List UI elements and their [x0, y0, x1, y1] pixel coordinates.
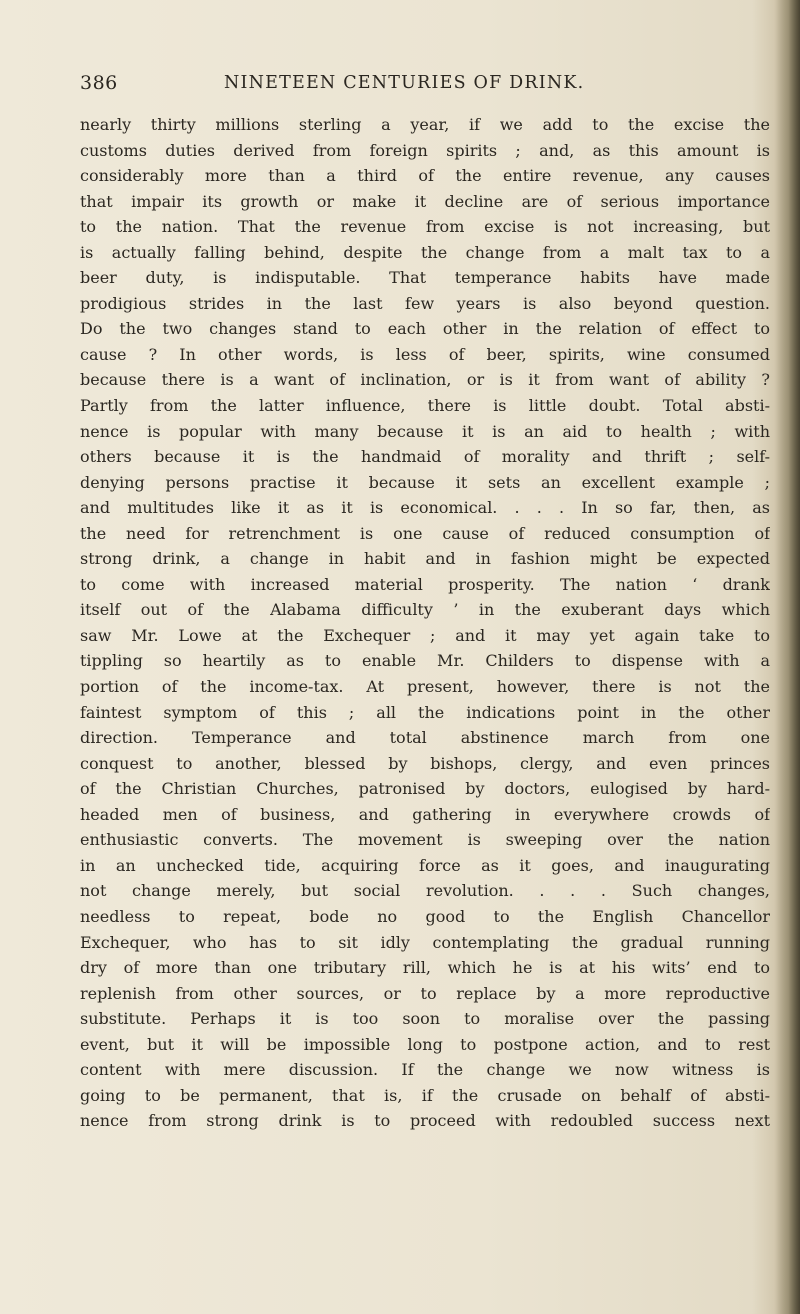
text-line: dry of more than one tributary rill, which he is at his wits’ end to — [80, 958, 770, 978]
text-line: saw Mr. Lowe at the Exchequer ; and it may yet again take to — [80, 625, 770, 645]
text-line: that impair its growth or make it decline are of serious importance — [80, 191, 770, 211]
text-line: considerably more than a third of the entire revenue, any causes — [80, 166, 770, 186]
text-line: direction. Temperance and total abstinence march from one — [80, 728, 770, 748]
text-line: Do the two changes stand to each other in the relation of effect to — [80, 319, 770, 339]
page-header — [80, 72, 760, 102]
text-line: to come with increased material prosperity. The nation ‘ drank — [80, 574, 770, 594]
page-number: 386 — [80, 72, 118, 94]
text-line: tippling so heartily as to enable Mr. Childers to dispense with a — [80, 651, 770, 671]
text-line: content with mere discussion. If the change we now witness is — [80, 1060, 770, 1080]
text-line: others because it is the handmaid of morality and thrift ; self- — [80, 447, 770, 467]
text-line: in an unchecked tide, acquiring force as it goes, and inaugurating — [80, 855, 770, 875]
text-line: and multitudes like it as it is economical. . . . In so far, then, as — [80, 498, 770, 518]
text-line: is actually falling behind, despite the change from a malt tax to a — [80, 242, 770, 262]
text-line: prodigious strides in the last few years is also beyond question. — [80, 293, 770, 313]
text-line: customs duties derived from foreign spirits ; and, as this amount is — [80, 140, 770, 160]
text-line: denying persons practise it because it sets an excellent example ; — [80, 472, 770, 492]
text-line: portion of the income-tax. At present, however, there is not the — [80, 677, 770, 697]
text-line: needless to repeat, bode no good to the English Chancellor — [80, 906, 770, 926]
text-line: Partly from the latter influence, there is little doubt. Total absti- — [80, 396, 770, 416]
text-line: strong drink, a change in habit and in fashion might be expected — [80, 549, 770, 569]
text-line: event, but it will be impossible long to postpone action, and to rest — [80, 1034, 770, 1054]
body-text — [80, 112, 770, 1134]
text-line: nearly thirty millions sterling a year, if we add to the excise the — [80, 115, 770, 134]
text-line: Exchequer, who has to sit idly contemplating the gradual running — [80, 932, 770, 952]
text-line: nence is popular with many because it is an aid to health ; with — [80, 421, 770, 441]
text-line: faintest symptom of this ; all the indications point in the other — [80, 702, 770, 722]
text-line: not change merely, but social revolution. . . . Such changes, — [80, 881, 770, 901]
text-line: because there is a want of inclination, or is it from want of ability ? — [80, 370, 770, 390]
text-line: substitute. Perhaps it is too soon to moralise over the passing — [80, 1009, 770, 1029]
text-line: itself out of the Alabama difficulty ’ in the exuberant days which — [80, 600, 770, 620]
text-line: the need for retrenchment is one cause of reduced consumption of — [80, 523, 770, 543]
text-line: enthusiastic converts. The movement is sweeping over the nation — [80, 830, 770, 850]
text-line: nence from strong drink is to proceed with redoubled success next — [80, 1111, 770, 1131]
text-line: cause ? In other words, is less of beer, spirits, wine consumed — [80, 344, 770, 364]
text-line: beer duty, is indisputable. That temperance habits have made — [80, 268, 770, 288]
text-line: conquest to another, blessed by bishops, clergy, and even princes — [80, 753, 770, 773]
page-edge-shadow — [774, 0, 800, 1314]
text-line: of the Christian Churches, patronised by doctors, eulogised by hard- — [80, 779, 770, 799]
text-line: replenish from other sources, or to replace by a more reproductive — [80, 983, 770, 1003]
text-line: headed men of business, and gathering in everywhere crowds of — [80, 804, 770, 824]
text-line: going to be permanent, that is, if the crusade on behalf of absti- — [80, 1085, 770, 1105]
text-line: to the nation. That the revenue from excise is not increasing, but — [80, 217, 770, 237]
running-title: NINETEEN CENTURIES OF DRINK. — [224, 73, 585, 93]
